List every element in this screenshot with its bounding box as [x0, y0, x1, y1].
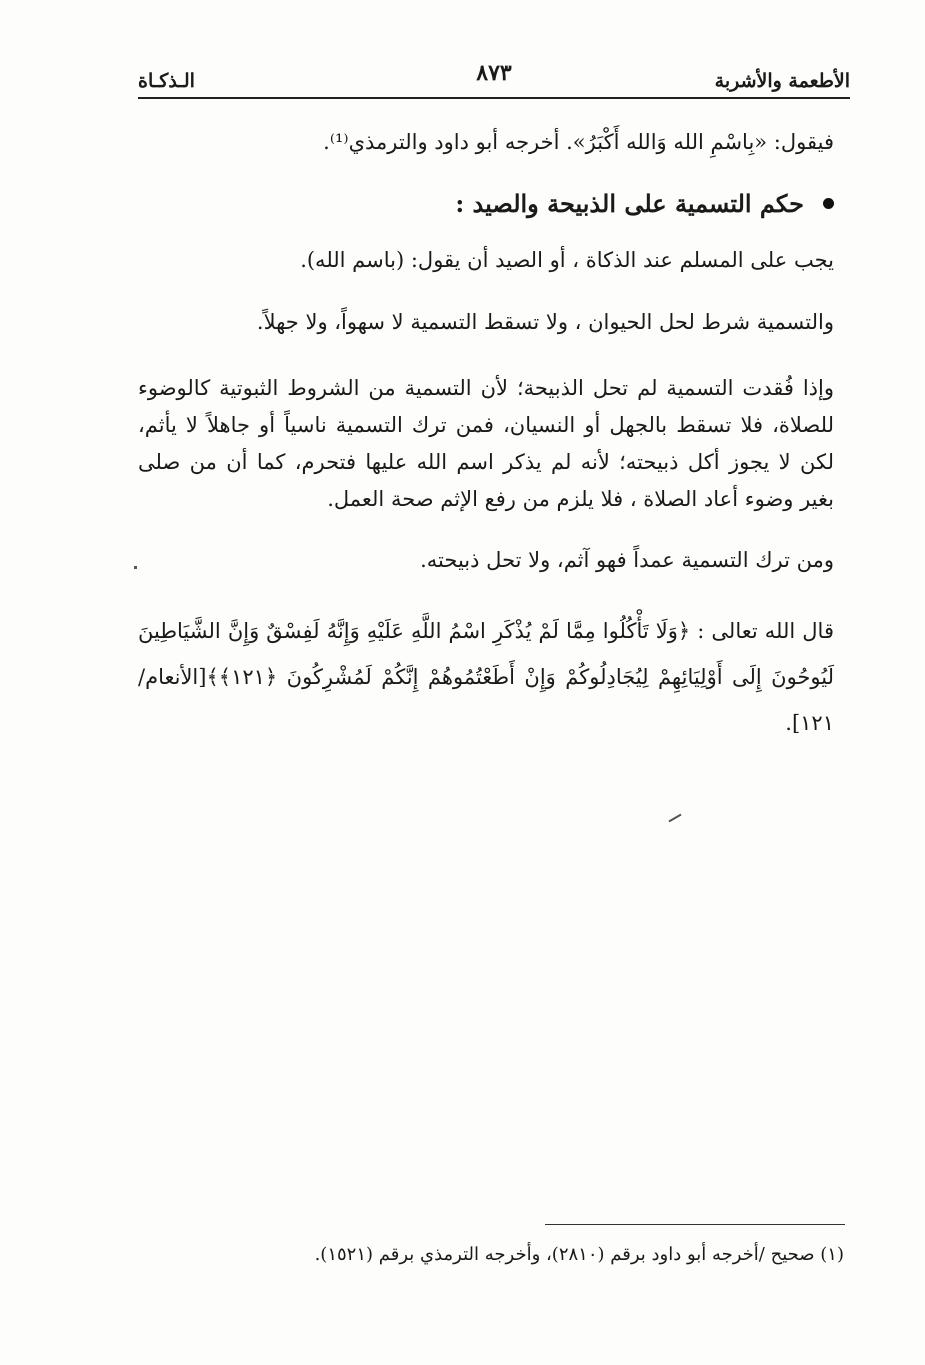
page-header [138, 58, 850, 96]
header-divider [138, 97, 850, 99]
section-heading [138, 190, 834, 218]
scan-mark [668, 814, 681, 823]
paragraph-intro: فيقول: «بِاسْمِ الله وَالله أَكْبَرُ». أخرجه أبو داود والترمذي⁽¹⁾. [323, 130, 834, 154]
paragraph-quran-verse: قال الله تعالى : ﴿وَلَا تَأْكُلُوا مِمَّا لَمْ يُذْكَرِ اسْمُ اللَّهِ عَلَيْهِ وَإِنَّهُ لَفِسْقٌ وَإِنَّ الشَّيَاطِينَ لَيُوحُونَ إِلَى أَوْلِيَائِهِمْ لِيُجَادِلُوكُمْ وَإِنْ أَطَعْتُمُوهُمْ إِنَّكُمْ لَمُشْرِكُونَ ﴿١٢١﴾﴾[الأنعام/١٢١]. [138, 619, 834, 735]
paragraph-obligation: يجب على المسلم عند الذكاة ، أو الصيد أن يقول: (باسم الله). [300, 248, 834, 272]
page-body [138, 128, 834, 780]
section-title: الـذكـاة [138, 70, 195, 92]
bullet-icon [823, 198, 834, 209]
paragraph-condition: والتسمية شرط لحل الحيوان ، ولا تسقط التسمية لا سهواً، ولا جهلاً. [256, 310, 834, 334]
paragraph-missing-tasmiya: وإذا فُقدت التسمية لم تحل الذبيحة؛ لأن التسمية من الشروط الثبوتية كالوضوء للصلاة، فلا تسقط بالجهل أو النسيان، فمن ترك التسمية ناسياً أو جاهلاً لا يأثم، لكن لا يجوز أكل ذبيحته؛ لأنه لم يذكر اسم الله عليها فتحرم، كما أن من صلى بغير وضوء أعاد الصلاة ، فلا يلزم من رفع الإثم صحة العمل. [138, 376, 834, 511]
section-heading-text: حكم التسمية على الذبيحة والصيد : [455, 189, 804, 218]
paragraph-intentional: ومن ترك التسمية عمداً فهو آثم، ولا تحل ذبيحته. [420, 548, 834, 572]
footnote-divider [545, 1224, 845, 1225]
footnote: (١) صحيح /أخرجه أبو داود برقم (٢٨١٠)، وأخرجه الترمذي برقم (١٥٢١). [314, 1244, 844, 1265]
scan-speck [134, 566, 137, 569]
page-number: ٨٧٣ [476, 60, 512, 86]
chapter-title: الأطعمة والأشربة [714, 70, 850, 92]
